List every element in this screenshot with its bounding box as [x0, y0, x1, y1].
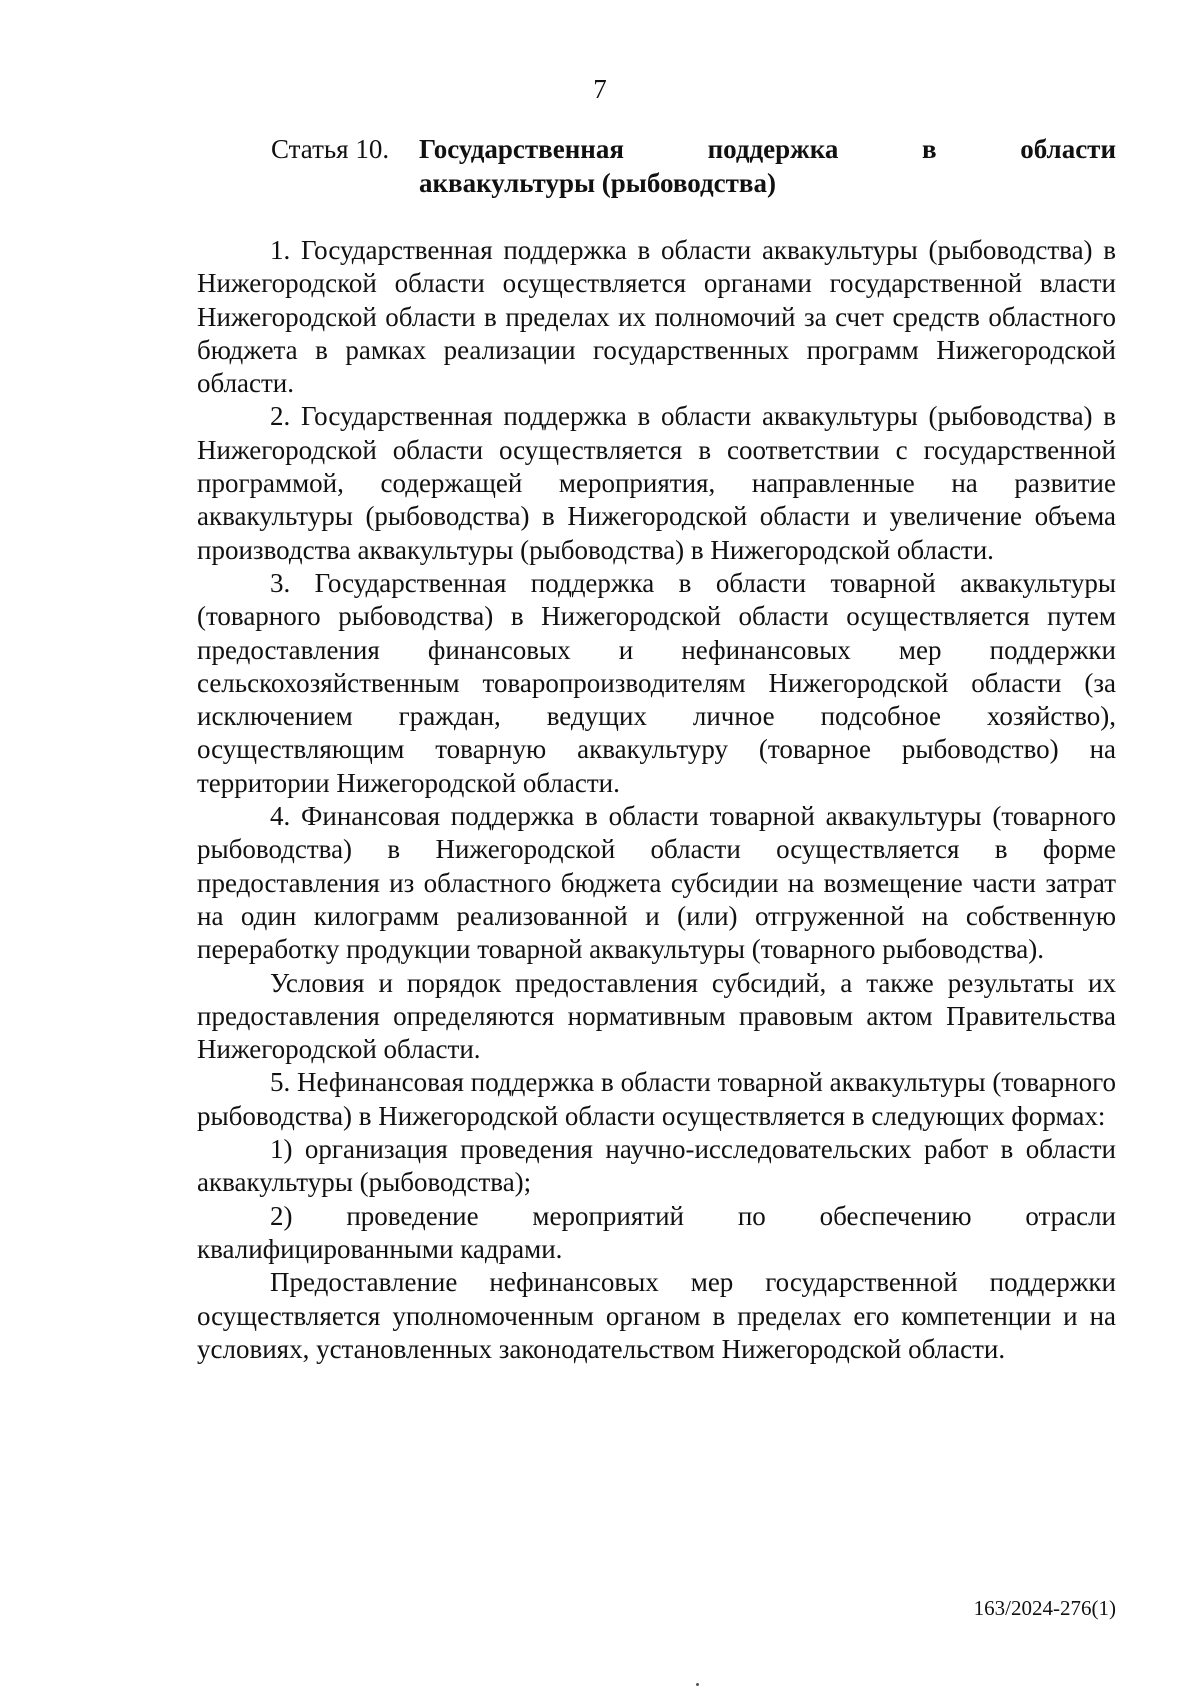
article-body	[197, 234, 1116, 1366]
paragraph-3: 3. Государственная поддержка в области товарной аквакультуры (товарного рыбоводства) в Нижегородской области осуществляется путем предоставления финансовых и нефинансовых мер поддержки сельскохозяйственным товаропроизводителям Нижегородской области (за исключением граждан, ведущих личное подсобное хозяйство), осуществляющим товарную аквакультуру (товарное рыбоводство) на территории Нижегородской области.	[197, 567, 1116, 798]
page-number: 7	[593, 74, 607, 104]
paragraph-1: 1. Государственная поддержка в области аквакультуры (рыбоводства) в Нижегородской области осуществляется органами государственной власти Нижегородской области в пределах их полномочий за счет средств областного бюджета в рамках реализации государственных программ Нижегородской области.	[197, 235, 1116, 399]
paragraph-4: 4. Финансовая поддержка в области товарной аквакультуры (товарного рыбоводства) в Нижегородской области осуществляется в форме предоставления из областного бюджета субсидии на возмещение части затрат на один килограмм реализованной и (или) отгруженной на собственную переработку продукции товарной аквакультуры (товарного рыбоводства).	[197, 801, 1116, 965]
paragraph-2: 2. Государственная поддержка в области аквакультуры (рыбоводства) в Нижегородской области осуществляется в соответствии с государственной программой, содержащей мероприятия, направленные на развитие аквакультуры (рыбоводства) в Нижегородской области и увеличение объема производства аквакультуры (рыбоводства) в Нижегородской области.	[197, 401, 1116, 565]
paragraph-5-item-1: 1) организация проведения научно-исследовательских работ в области аквакультуры (рыбоводства);	[197, 1134, 1116, 1198]
document-code: 163/2024-276(1)	[973, 1596, 1116, 1620]
paragraph-5-item-2: 2) проведение мероприятий по обеспечению отрасли квалифицированными кадрами.	[197, 1200, 1116, 1264]
article-heading	[271, 132, 1116, 200]
scan-speck	[696, 1683, 699, 1686]
paragraph-final: Предоставление нефинансовых мер государственной поддержки осуществляется уполномоченным органом в пределах его компетенции и на условиях, установленных законодательством Нижегородской области.	[197, 1267, 1116, 1364]
article-title-line-2: аквакультуры (рыбоводства)	[419, 168, 776, 198]
article-title-line-1: Государственная поддержка в области	[419, 134, 1116, 164]
paragraph-4-conditions: Условия и порядок предоставления субсидий, а также результаты их предоставления определяются нормативным правовым актом Правительства Нижегородской области.	[197, 967, 1116, 1065]
article-title	[419, 132, 1116, 200]
paragraph-5: 5. Нефинансовая поддержка в области товарной аквакультуры (товарного рыбоводства) в Нижегородской области осуществляется в следующих формах:	[197, 1067, 1116, 1131]
article-label: Статья 10.	[271, 134, 390, 164]
